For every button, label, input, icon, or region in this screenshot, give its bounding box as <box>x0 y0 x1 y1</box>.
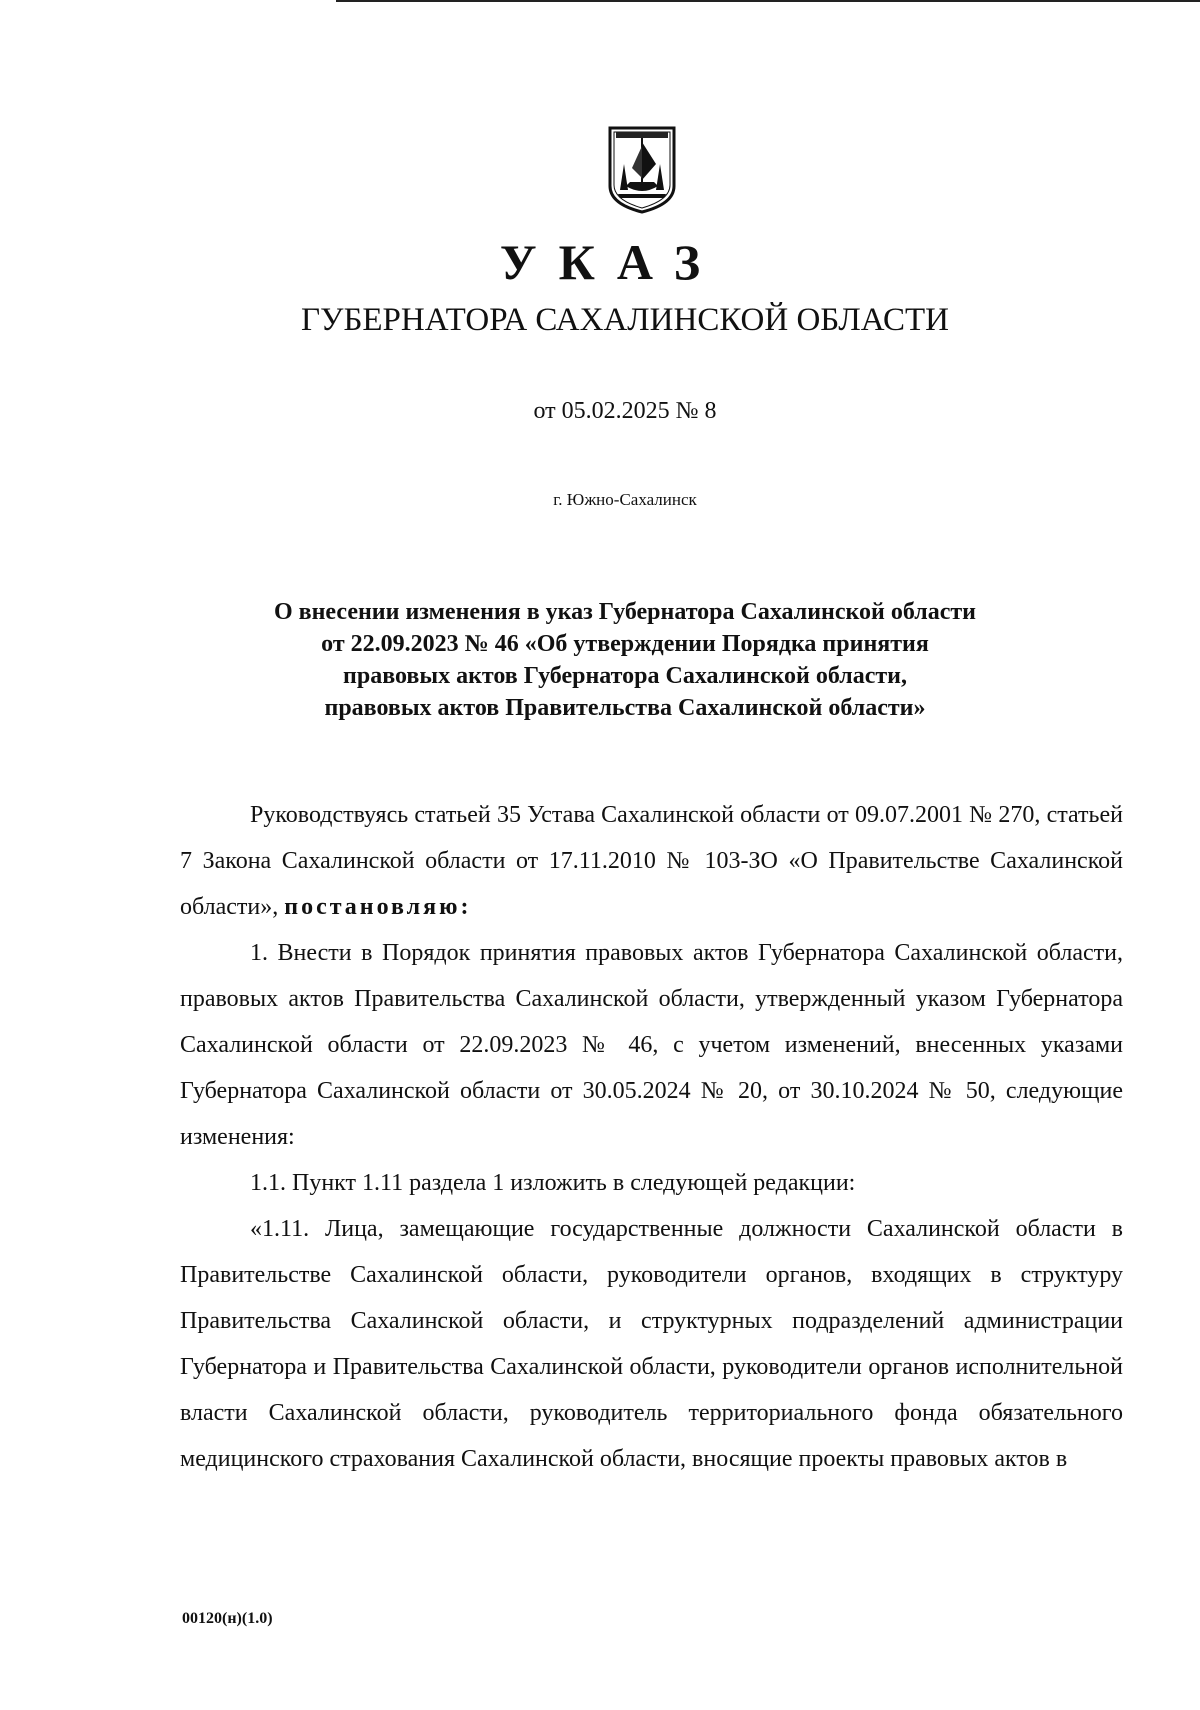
heading-line: О внесении изменения в указ Губернатора Сахалинской области <box>273 599 977 625</box>
top-border-line <box>336 0 1200 2</box>
coat-of-arms-icon <box>604 124 680 214</box>
document-body <box>180 792 1123 1482</box>
heading-line: правовых актов Правительства Сахалинской области» <box>324 695 926 721</box>
heading-line: от 22.09.2023 № 46 «Об утверждении Порядка принятия <box>321 631 929 657</box>
preamble-paragraph <box>180 792 1123 930</box>
item-1-1-paragraph: 1.1. Пункт 1.11 раздела 1 изложить в следующей редакции: <box>250 1170 856 1196</box>
quote-1-11-paragraph: «1.11. Лица, замещающие государственные должности Сахалинской области в Правительстве Сахалинской области, руководители органов, входящих в структуру Правительства Сахалинской области, и структурных подразделений администрации Губернатора и Правительства Сахалинской области, руководители органов исполнительной власти Сахалинской области, руководитель территориального фонда обязательного медицинского страхования Сахалинской области, вносящие проекты правовых актов в <box>180 1216 1123 1472</box>
preamble-emphasis: постановляю: <box>284 894 472 920</box>
item-1-paragraph: 1. Внести в Порядок принятия правовых актов Губернатора Сахалинской области, правовых актов Правительства Сахалинской области, утвержденный указом Губернатора Сахалинской области от 22.09.2023 № 46, с учетом изменений, внесенных указами Губернатора Сахалинской области от 30.05.2024 № 20, от 30.10.2024 № 50, следующие изменения: <box>180 940 1123 1150</box>
document-heading <box>0 596 1200 724</box>
document-title: УКАЗ <box>499 234 723 290</box>
footer-code: 00120(н)(1.0) <box>182 1610 273 1627</box>
document-date-number: от 05.02.2025 № 8 <box>533 398 717 424</box>
preamble-text: Руководствуясь статьей 35 Устава Сахалинской области от 09.07.2001 № 270, статьей 7 Закона Сахалинской области от 17.11.2010 № 103-ЗО «О Правительстве Сахалинской области», <box>180 802 1123 920</box>
document-subtitle: ГУБЕРНАТОРА САХАЛИНСКОЙ ОБЛАСТИ <box>301 302 949 338</box>
document-city: г. Южно-Сахалинск <box>553 490 697 509</box>
heading-line: правовых актов Губернатора Сахалинской области, <box>343 663 907 689</box>
